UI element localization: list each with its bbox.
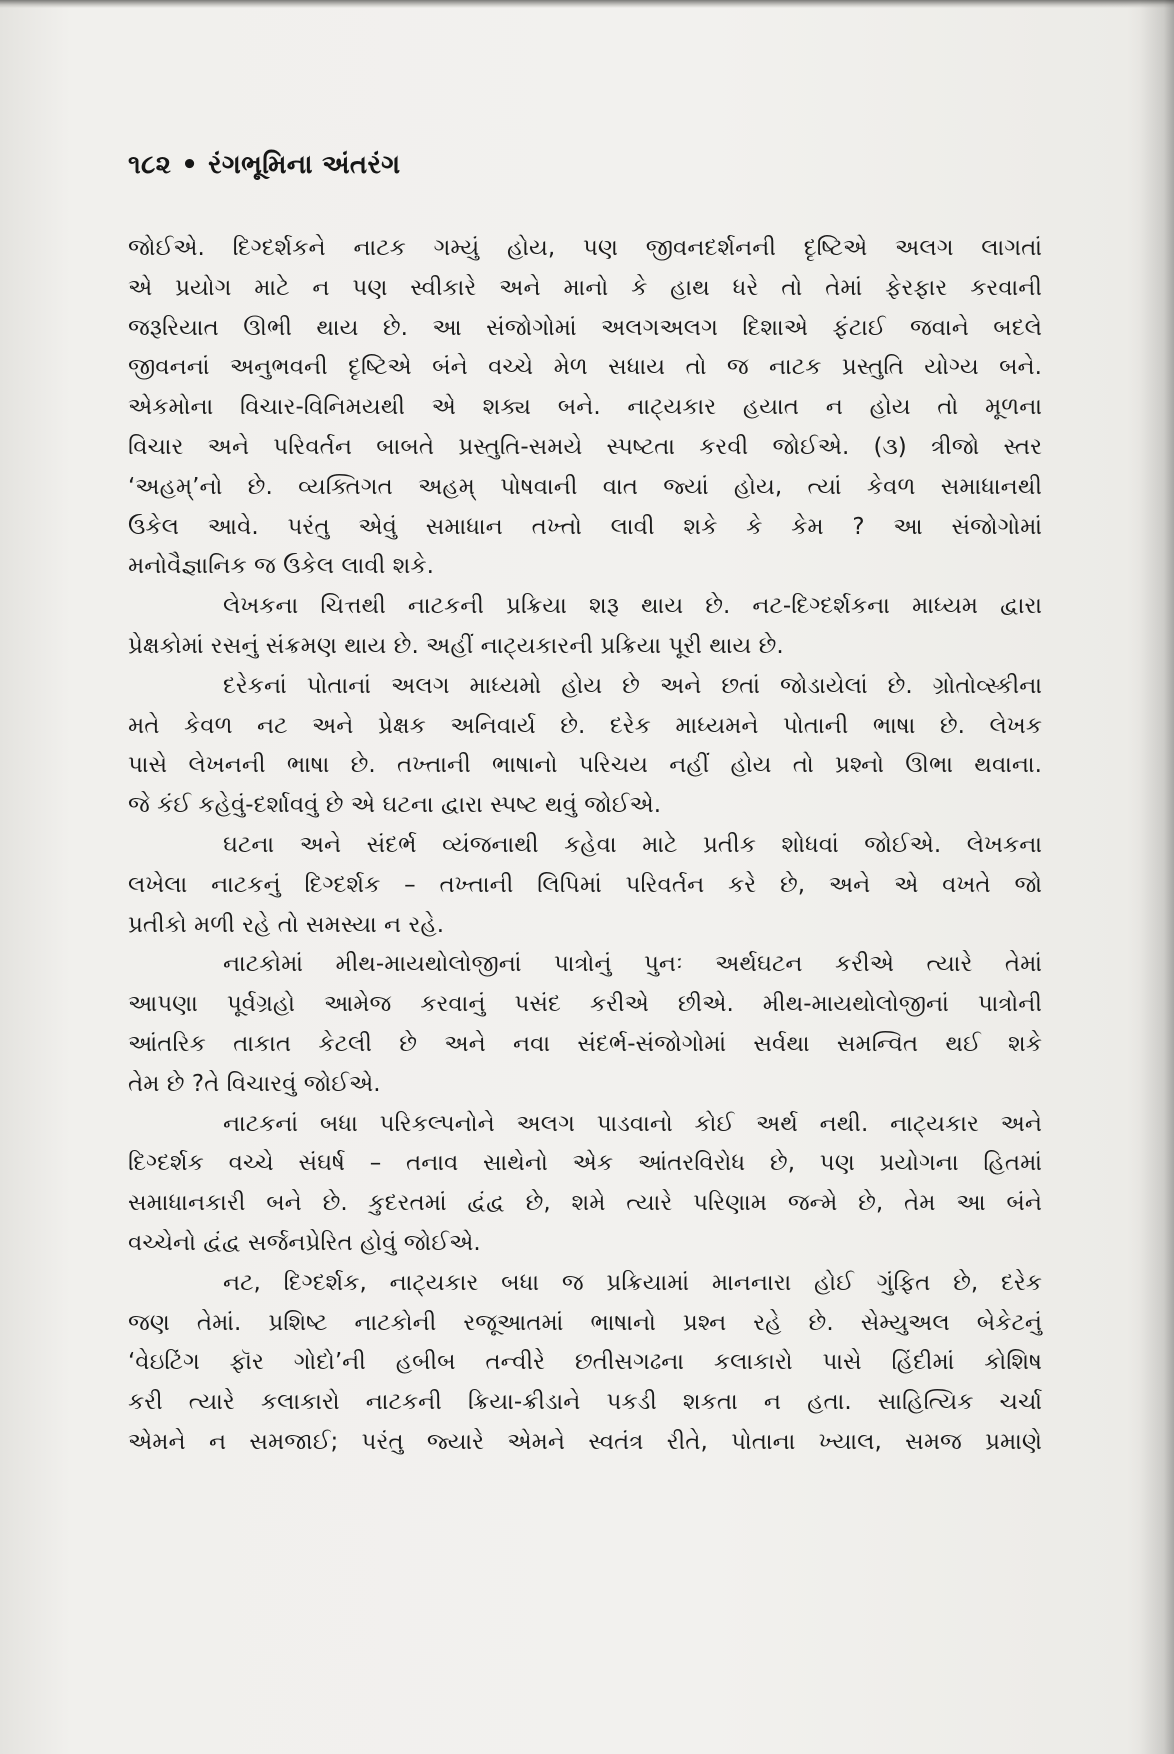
text-line: જીવનનાં અનુભવની દૃષ્ટિએ બંને વચ્ચે મેળ સધાય તો જ નાટક પ્રસ્તુતિ યોગ્ય બને.	[128, 354, 1042, 381]
running-head	[128, 150, 400, 181]
text-line: નટ, દિગ્દર્શક, નાટ્યકાર બધા જ પ્રક્રિયામાં માનનારા હોઈ ગુંફિત છે, દરેક	[223, 1269, 1042, 1296]
text-line: લેખકના ચિત્તથી નાટકની પ્રક્રિયા શરૂ થાય છે. નટ-દિગ્દર્શકના માધ્યમ દ્વારા	[223, 593, 1042, 620]
text-line: જે કંઈ કહેવું-દર્શાવવું છે એ ઘટના દ્વારા સ્પષ્ટ થવું જોઈએ.	[128, 792, 662, 819]
text-line: વિચાર અને પરિવર્તન બાબતે પ્રસ્તુતિ-સમયે સ્પષ્ટતા કરવી જોઈએ. (૩) ત્રીજો સ્તર	[128, 433, 1042, 460]
page-number: ૧૮૨	[128, 150, 172, 180]
page-top-edge	[0, 0, 1174, 8]
text-line: ઘટના અને સંદર્ભ વ્યંજનાથી કહેવા માટે પ્રતીક શોધવાં જોઈએ. લેખકના	[223, 831, 1042, 858]
text-line: નાટકોમાં મીથ-માયથોલોજીનાં પાત્રોનું પુનઃ અર્થઘટન કરીએ ત્યારે તેમાં	[223, 951, 1042, 978]
text-line: નાટકનાં બધા પરિકલ્પનોને અલગ પાડવાનો કોઈ અર્થ નથી. નાટ્યકાર અને	[223, 1110, 1042, 1137]
text-line: મતે કેવળ નટ અને પ્રેક્ષક અનિવાર્ય છે. દરેક માધ્યમને પોતાની ભાષા છે. લેખક	[128, 712, 1042, 739]
book-title: રંગભૂમિના અંતરંગ	[208, 150, 401, 180]
text-line: એકમોના વિચાર-વિનિમયથી એ શક્ય બને. નાટ્યકાર હયાત ન હોય તો મૂળના	[128, 394, 1042, 421]
text-line: કરી ત્યારે કલાકારો નાટકની ક્રિયા-ક્રીડાને પકડી શકતા ન હતા. સાહિત્યિક ચર્ચા	[128, 1389, 1042, 1416]
text-line: પ્રેક્ષકોમાં રસનું સંક્રમણ થાય છે. અહીં નાટ્યકારની પ્રક્રિયા પૂરી થાય છે.	[128, 632, 784, 659]
text-line: જરૂરિયાત ઊભી થાય છે. આ સંજોગોમાં અલગઅલગ દિશાએ ફંટાઈ જવાને બદલે	[128, 314, 1042, 341]
header-separator: •	[181, 150, 199, 180]
text-line: દિગ્દર્શક વચ્ચે સંઘર્ષ – તનાવ સાથેનો એક આંતરવિરોધ છે, પણ પ્રયોગના હિતમાં	[128, 1150, 1042, 1177]
text-line: લખેલા નાટકનું દિગ્દર્શક – તખ્તાની લિપિમાં પરિવર્તન કરે છે, અને એ વખતે જો	[128, 871, 1042, 898]
body-text	[128, 229, 1042, 1463]
text-line: દરેકનાં પોતાનાં અલગ માધ્યમો હોય છે અને છતાં જોડાયેલાં છે. ગ્રોતોવ્સ્કીના	[223, 672, 1042, 699]
text-line: એમને ન સમજાઈ; પરંતુ જ્યારે એમને સ્વતંત્ર રીતે, પોતાના ખ્યાલ, સમજ પ્રમાણે	[128, 1428, 1042, 1455]
text-line: તેમ છે ?તે વિચારવું જોઈએ.	[128, 1070, 381, 1097]
text-line: પાસે લેખનની ભાષા છે. તખ્તાની ભાષાનો પરિચય નહીં હોય તો પ્રશ્નો ઊભા થવાના.	[128, 752, 1042, 779]
text-line: આપણા પૂર્વગ્રહો આમેજ કરવાનું પસંદ કરીએ છીએ. મીથ-માયથોલોજીનાં પાત્રોની	[128, 991, 1042, 1018]
text-line: સમાધાનકારી બને છે. કુદરતમાં દ્વંદ્વ છે, શમે ત્યારે પરિણામ જન્મે છે, તેમ આ બંને	[128, 1190, 1042, 1217]
text-line: વચ્ચેનો દ્વંદ્વ સર્જનપ્રેરિત હોવું જોઈએ.	[128, 1229, 481, 1256]
text-line: મનોવૈજ્ઞાનિક જ ઉકેલ લાવી શકે.	[128, 553, 434, 580]
text-line: આંતરિક તાકાત કેટલી છે અને નવા સંદર્ભ-સંજોગોમાં સર્વથા સમન્વિત થઈ શકે	[128, 1030, 1042, 1057]
text-line: એ પ્રયોગ માટે ન પણ સ્વીકારે અને માનો કે હાથ ધરે તો તેમાં ફેરફાર કરવાની	[128, 274, 1042, 301]
spine-shadow	[1140, 0, 1174, 1754]
text-line: જણ તેમાં. પ્રશિષ્ટ નાટકોની રજૂઆતમાં ભાષાનો પ્રશ્ન રહે છે. સેમ્યુઅલ બેકેટનું	[128, 1309, 1042, 1336]
text-line: જોઈએ. દિગ્દર્શકને નાટક ગમ્યું હોય, પણ જીવનદર્શનની દૃષ્ટિએ અલગ લાગતાં	[128, 235, 1042, 261]
text-line: પ્રતીકો મળી રહે તો સમસ્યા ન રહે.	[128, 911, 445, 938]
text-line: ‘વેઇટિંગ ફૉર ગોદો’ની હબીબ તન્વીરે છતીસગઢના કલાકારો પાસે હિંદીમાં કોશિષ	[128, 1349, 1042, 1376]
text-line: ‘અહમ્’નો છે. વ્યક્તિગત અહમ્ પોષવાની વાત જ્યાં હોય, ત્યાં કેવળ સમાધાનથી	[128, 473, 1042, 500]
text-line: ઉકેલ આવે. પરંતુ એવું સમાધાન તખ્તો લાવી શકે કે કેમ ? આ સંજોગોમાં	[128, 513, 1042, 540]
